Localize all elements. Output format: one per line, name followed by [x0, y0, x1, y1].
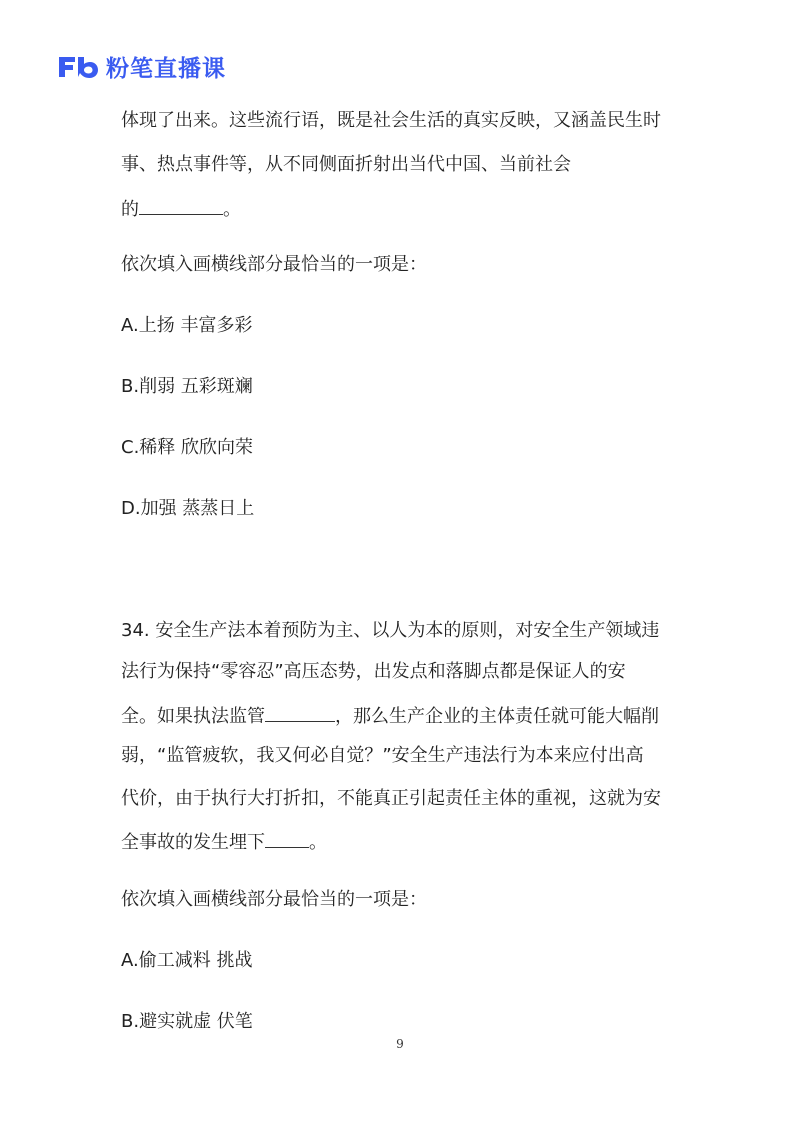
answer-blank	[265, 703, 335, 722]
q34-text-line-1: 34. 安全生产法本着预防为主、以人为本的原则，对安全生产领域违	[121, 620, 660, 641]
q33-line-3-prefix: 的	[121, 199, 139, 220]
q33-prompt: 依次填入画横线部分最恰当的一项是：	[121, 254, 427, 275]
q34-prompt: 依次填入画横线部分最恰当的一项是：	[121, 889, 427, 910]
q34-text-line-5: 代价，由于执行大打折扣，不能真正引起责任主体的重视，这就为安	[121, 788, 661, 809]
q33-text-line-2: 事、热点事件等，从不同侧面折射出当代中国、当前社会	[121, 154, 571, 175]
q34-text-line-4: 弱，“监管疲软，我又何必自觉？”安全生产违法行为本来应付出高	[121, 745, 644, 766]
q34-text-line-2: 法行为保持“零容忍”高压态势，出发点和落脚点都是保证人的安	[121, 661, 626, 682]
q33-option-b: B.削弱 五彩斑斓	[121, 376, 253, 397]
q33-text-line-3	[121, 196, 241, 222]
fb-logo-icon	[56, 54, 100, 80]
brand-name: 粉笔直播课	[106, 56, 226, 82]
answer-blank	[265, 829, 309, 848]
q33-text-line-1: 体现了出来。这些流行语，既是社会生活的真实反映，又涵盖民生时	[121, 110, 661, 131]
q34-text-line-3	[121, 703, 659, 729]
q34-line-3-prefix: 全。如果执法监管	[121, 706, 265, 727]
q33-line-3-suffix: 。	[223, 199, 241, 220]
q33-option-d: D.加强 蒸蒸日上	[121, 498, 255, 519]
q34-line-6-prefix: 全事故的发生埋下	[121, 832, 265, 853]
answer-blank	[139, 196, 223, 215]
q33-option-c: C.稀释 欣欣向荣	[121, 437, 254, 458]
brand-logo	[56, 50, 226, 83]
q34-line-3-suffix: ，那么生产企业的主体责任就可能大幅削	[335, 706, 659, 727]
q34-option-b: B.避实就虚 伏笔	[121, 1011, 253, 1032]
page-number: 9	[396, 1037, 404, 1051]
q34-text-line-6	[121, 829, 327, 855]
q34-line-6-suffix: 。	[309, 832, 327, 853]
q33-option-a: A.上扬 丰富多彩	[121, 315, 253, 336]
q34-option-a: A.偷工减料 挑战	[121, 950, 253, 971]
